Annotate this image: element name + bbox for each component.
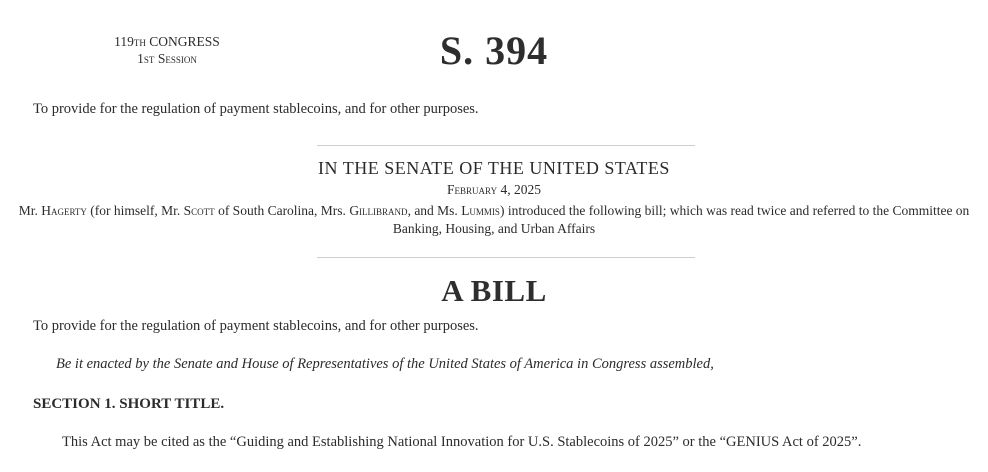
sponsor-name-lummis: Lummis (461, 203, 500, 218)
sponsor-text: , and Ms. (407, 203, 462, 218)
sponsor-name-hagerty: Hagerty (41, 203, 87, 218)
session-ordinal-suffix: st (143, 51, 155, 66)
section-1-body: This Act may be cited as the “Guiding and Establishing National Innovation for U.S. Stablecoins of 2025” or the “GENIUS Act of 2025”. (62, 434, 862, 450)
congress-number: 119 (114, 34, 134, 49)
sponsor-paragraph (16, 202, 972, 238)
session-number: 1 (137, 51, 144, 66)
bill-preamble: To provide for the regulation of payment stablecoins, and for other purposes. (33, 318, 479, 334)
committee-name: Banking, Housing, and Urban Affairs (392, 221, 596, 236)
sponsor-text: ) introduced the following bill; which was read twice and referred to the Committee on (499, 203, 970, 218)
congress-word: CONGRESS (145, 34, 220, 49)
a-bill-heading: A BILL (441, 273, 547, 308)
section-1-heading: SECTION 1. SHORT TITLE. (33, 396, 225, 412)
sponsor-name-scott: Scott (183, 203, 215, 218)
bill-preamble-top: To provide for the regulation of payment stablecoins, and for other purposes. (33, 101, 479, 117)
bill-number-title: S. 394 (439, 28, 549, 73)
congress-ordinal-suffix: th (133, 34, 146, 49)
senate-heading: IN THE SENATE OF THE UNITED STATES (318, 158, 670, 178)
divider-rule-top (317, 145, 695, 146)
enacting-clause: Be it enacted by the Senate and House of Representatives of the United States of America in Congress assembled, (56, 356, 714, 372)
sponsor-text: of South Carolina, Mrs. (214, 203, 350, 218)
sponsor-text: Mr. (18, 203, 42, 218)
sponsor-text: (for himself, Mr. (86, 203, 184, 218)
sponsor-name-gillibrand: Gillibrand (349, 203, 408, 218)
date-month: February (447, 182, 498, 197)
introduction-date (0, 182, 988, 198)
date-day-year: 4, 2025 (497, 182, 541, 197)
divider-rule-bottom (317, 257, 695, 258)
session-word: Session (154, 51, 197, 66)
